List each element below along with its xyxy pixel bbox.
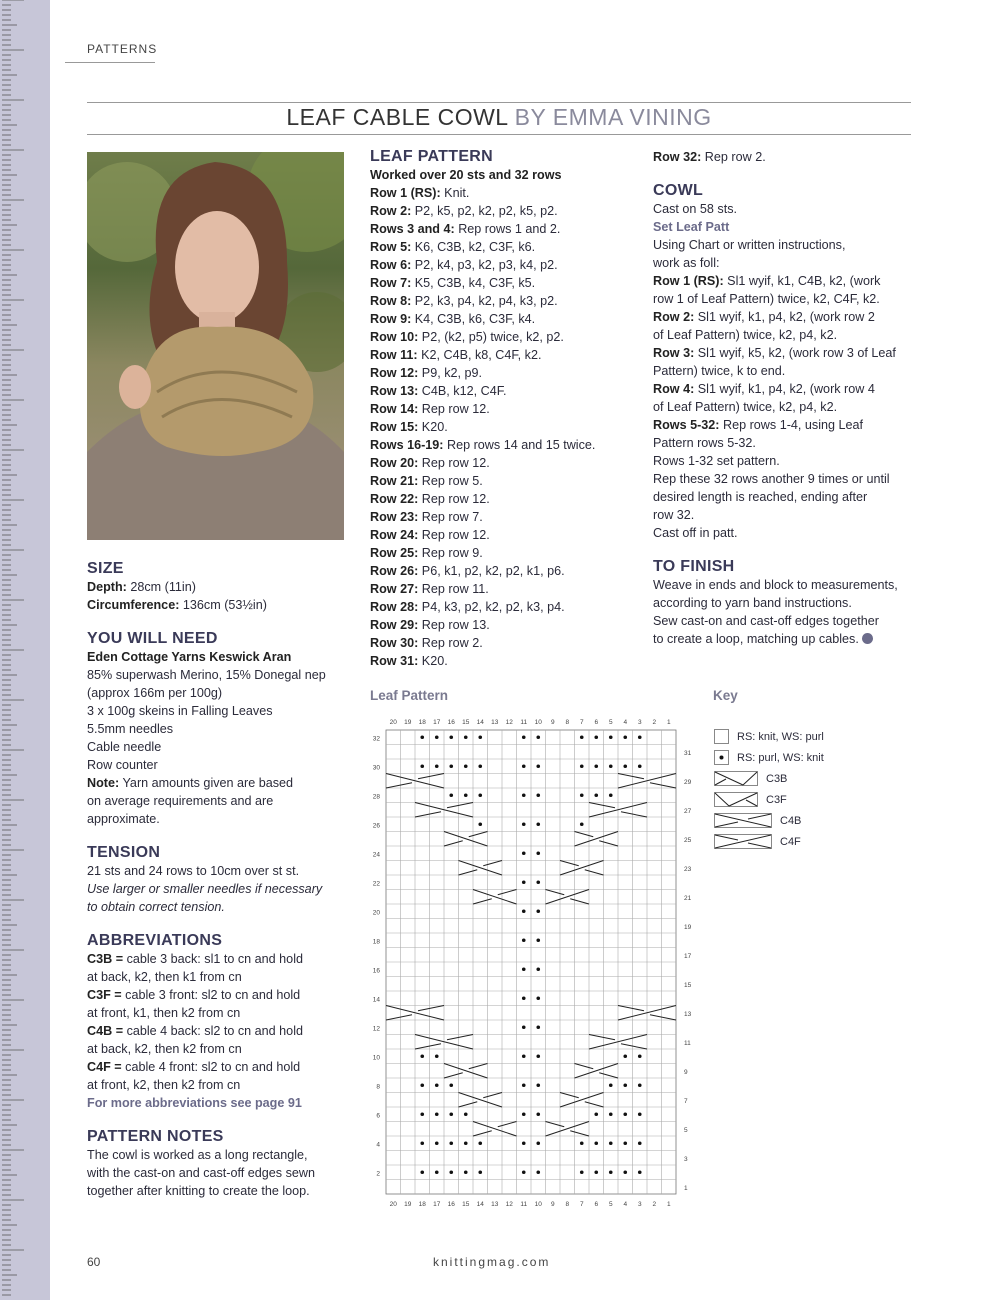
pattern-row: Row 10: P2, (k2, p5) twice, k2, p2. (370, 330, 564, 344)
row-label-right: 25 (684, 836, 692, 844)
purl-dot (638, 1170, 642, 1174)
pattern-row: Row 5: K6, C3B, k2, C3F, k6. (370, 240, 536, 254)
pattern-row: Row 8: P2, k3, p4, k2, p4, k3, p2. (370, 294, 558, 308)
row-label-left: 10 (372, 1054, 380, 1062)
need-line: Cable needle (87, 740, 162, 754)
row-label-right: 31 (684, 749, 692, 757)
purl-dot (522, 996, 526, 1000)
pattern-row: Row 20: Rep row 12. (370, 456, 490, 470)
col-label-top: 6 (594, 719, 599, 726)
abbr-line: at front, k1, then k2 from cn (87, 1006, 241, 1020)
purl-dot (420, 1170, 424, 1174)
col-label-bottom: 14 (476, 1201, 484, 1208)
purl-dot (580, 1141, 584, 1145)
pattern-row: Row 15: K20. (370, 420, 448, 434)
title-rule-bottom (87, 134, 911, 135)
purl-dot (623, 1112, 627, 1116)
row-label-right: 1 (684, 1184, 688, 1192)
purl-dot (522, 735, 526, 739)
col-label-top: 7 (579, 719, 584, 726)
key-c3b: C3B (714, 768, 824, 789)
pattern-row: Row 28: P4, k3, p2, k2, p2, k3, p4. (370, 600, 565, 614)
pattern-row: Row 6: P2, k4, p3, k2, p3, k4, p2. (370, 258, 558, 272)
pattern-row: Row 9: K4, C3B, k6, C3F, k4. (370, 312, 536, 326)
row-label-left: 22 (372, 880, 380, 888)
purl-dot (449, 764, 453, 768)
abbr-line: at back, k2, then k2 from cn (87, 1042, 242, 1056)
cowl-row: Row 1 (RS): Sl1 wyif, k1, C4B, k2, (work (653, 274, 881, 288)
purl-dot (478, 822, 482, 826)
col-label-bottom: 20 (389, 1201, 397, 1208)
pattern-row: Row 27: Rep row 11. (370, 582, 489, 596)
purl-dot (420, 1083, 424, 1087)
col-label-top: 5 (608, 719, 613, 726)
pattern-row: Row 13: C4B, k12, C4F. (370, 384, 507, 398)
purl-dot (435, 1112, 439, 1116)
yarn-note: Note: Yarn amounts given are based (87, 776, 294, 790)
pattern-row: Row 30: Rep row 2. (370, 636, 483, 650)
pattern-row: Row 29: Rep row 13. (370, 618, 490, 632)
notes-line: with the cast-on and cast-off edges sewn (87, 1166, 315, 1180)
purl-dot (435, 1170, 439, 1174)
purl-dot (522, 1112, 526, 1116)
pattern-row: Row 25: Rep row 9. (370, 546, 483, 560)
key-purl: RS: purl, WS: knit (714, 747, 824, 768)
col-label-top: 8 (565, 719, 570, 726)
col-label-top: 16 (447, 719, 455, 726)
row-label-right: 23 (684, 865, 692, 873)
purl-dot (623, 1141, 627, 1145)
col-label-bottom: 8 (565, 1201, 570, 1208)
pattern-row: Row 14: Rep row 12. (370, 402, 490, 416)
section-rule (65, 62, 155, 63)
cowl-row: Row 2: Sl1 wyif, k1, p4, k2, (work row 2 (653, 310, 875, 324)
cowl-line: Cast off in patt. (653, 526, 738, 540)
purl-dot (522, 967, 526, 971)
cowl-line: work as foll: (653, 256, 720, 270)
row-label-right: 15 (684, 981, 692, 989)
col-label-bottom: 12 (505, 1201, 513, 1208)
purl-dot (435, 1054, 439, 1058)
purl-dot (536, 851, 540, 855)
cowl-line: Pattern) twice, k to end. (653, 364, 786, 378)
pattern-row: Row 21: Rep row 5. (370, 474, 483, 488)
row-label-left: 26 (372, 822, 380, 830)
tension-note: to obtain correct tension. (87, 900, 225, 914)
col-label-top: 18 (418, 719, 426, 726)
col-label-bottom: 11 (520, 1201, 528, 1208)
need-line: 3 x 100g skeins in Falling Leaves (87, 704, 273, 718)
size-circumference: Circumference: 136cm (53½in) (87, 598, 267, 612)
purl-dot (478, 735, 482, 739)
leaf-pattern-chart (362, 712, 697, 1212)
cowl-line: desired length is reached, ending after (653, 490, 868, 504)
purl-dot (594, 1112, 598, 1116)
purl-dot (536, 967, 540, 971)
abbr-item: C4B = cable 4 back: sl2 to cn and hold (87, 1024, 303, 1038)
col-label-bottom: 9 (550, 1201, 555, 1208)
row-label-right: 27 (684, 807, 692, 815)
website: knittingmag.com (433, 1255, 551, 1269)
purl-dot (623, 735, 627, 739)
col-label-bottom: 5 (608, 1201, 613, 1208)
pattern-row: Rows 16-19: Rep rows 14 and 15 twice. (370, 438, 596, 452)
purl-dot (478, 1170, 482, 1174)
pattern-row: Row 7: K5, C3B, k4, C3F, k5. (370, 276, 536, 290)
col-label-bottom: 1 (666, 1201, 671, 1208)
purl-dot (435, 1083, 439, 1087)
need-line: 5.5mm needles (87, 722, 174, 736)
col-label-top: 13 (491, 719, 499, 726)
purl-dot (580, 735, 584, 739)
finish-line: Weave in ends and block to measurements, (653, 578, 898, 592)
cowl-line: Rows 1-32 set pattern. (653, 454, 780, 468)
pattern-row: Row 23: Rep row 7. (370, 510, 483, 524)
page-number: 60 (87, 1255, 101, 1269)
need-heading: YOU WILL NEED (87, 630, 218, 647)
finish-heading: TO FINISH (653, 558, 735, 575)
row-label-left: 4 (376, 1141, 380, 1149)
col-label-bottom: 15 (462, 1201, 470, 1208)
purl-dot (609, 1112, 613, 1116)
purl-dot (536, 1083, 540, 1087)
abbr-line: at front, k2, then k2 from cn (87, 1078, 241, 1092)
notes-line: The cowl is worked as a long rectangle, (87, 1148, 308, 1162)
model-photo (87, 152, 344, 540)
purl-dot (522, 909, 526, 913)
abbr-line: at back, k2, then k1 from cn (87, 970, 242, 984)
size-depth: Depth: 28cm (11in) (87, 580, 196, 594)
purl-dot (478, 1141, 482, 1145)
purl-dot (536, 996, 540, 1000)
purl-dot (609, 735, 613, 739)
col-label-top: 2 (652, 719, 657, 726)
row-label-right: 17 (684, 952, 692, 960)
purl-dot (594, 1141, 598, 1145)
cowl-row: Rows 5-32: Rep rows 1-4, using Leaf (653, 418, 864, 432)
purl-dot (522, 938, 526, 942)
row-32: Row 32: Rep row 2. (653, 150, 766, 164)
purl-dot (478, 793, 482, 797)
leaf-pattern-sub: Worked over 20 sts and 32 rows (370, 168, 562, 182)
col-label-top: 19 (404, 719, 412, 726)
purl-dot (536, 1025, 540, 1029)
left-column (87, 560, 347, 1200)
section-label: PATTERNS (87, 42, 158, 56)
col-label-top: 17 (433, 719, 441, 726)
row-label-right: 5 (684, 1126, 688, 1134)
purl-dot (594, 793, 598, 797)
tension-line: 21 sts and 24 rows to 10cm over st st. (87, 864, 300, 878)
purl-dot (420, 735, 424, 739)
cowl-line: of Leaf Pattern) twice, k2, p4, k2. (653, 328, 838, 342)
purl-dot (536, 822, 540, 826)
purl-dot (536, 1112, 540, 1116)
leaf-pattern-rows (370, 184, 640, 670)
pattern-row: Row 11: K2, C4B, k8, C4F, k2. (370, 348, 542, 362)
row-label-left: 8 (376, 1083, 380, 1091)
key-title: Key (713, 688, 738, 703)
purl-dot (623, 1054, 627, 1058)
purl-dot (478, 764, 482, 768)
cowl-subheading: Set Leaf Patt (653, 220, 730, 234)
purl-dot (623, 1083, 627, 1087)
purl-dot (464, 764, 468, 768)
pattern-row: Row 22: Rep row 12. (370, 492, 490, 506)
col-label-top: 4 (623, 719, 628, 726)
page-title: LEAF CABLE COWL BY EMMA VINING (286, 104, 712, 130)
title-rule-top (87, 102, 911, 103)
purl-dot (536, 735, 540, 739)
purl-dot (536, 1054, 540, 1058)
row-label-left: 14 (372, 996, 380, 1004)
purl-dot (522, 764, 526, 768)
pattern-notes-heading: PATTERN NOTES (87, 1128, 224, 1145)
purl-dot (536, 1141, 540, 1145)
row-label-right: 19 (684, 923, 692, 931)
purl-dot (449, 1083, 453, 1087)
purl-dot (464, 1141, 468, 1145)
col-label-top: 3 (637, 719, 642, 726)
col-label-bottom: 16 (447, 1201, 455, 1208)
purl-dot (580, 1170, 584, 1174)
need-line: 85% superwash Merino, 15% Donegal nep (87, 668, 326, 682)
size-heading: SIZE (87, 560, 124, 577)
purl-dot (638, 1112, 642, 1116)
col-label-bottom: 17 (433, 1201, 441, 1208)
purl-dot (638, 1083, 642, 1087)
middle-column (370, 148, 640, 670)
purl-dot (609, 793, 613, 797)
purl-dot (638, 764, 642, 768)
col-label-bottom: 10 (534, 1201, 542, 1208)
col-label-bottom: 3 (637, 1201, 642, 1208)
row-label-left: 20 (372, 909, 380, 917)
col-label-bottom: 18 (418, 1201, 426, 1208)
pattern-row: Rows 3 and 4: Rep rows 1 and 2. (370, 222, 561, 236)
cowl-row: Row 3: Sl1 wyif, k5, k2, (work row 3 of Leaf (653, 346, 896, 360)
notes-line: together after knitting to create the loop. (87, 1184, 310, 1198)
pattern-row: Row 2: P2, k5, p2, k2, p2, k5, p2. (370, 204, 558, 218)
purl-dot (522, 1025, 526, 1029)
pattern-row: Row 1 (RS): Knit. (370, 186, 470, 200)
purl-dot (536, 938, 540, 942)
abbreviations-heading: ABBREVIATIONS (87, 932, 223, 949)
abbr-item: C3F = cable 3 front: sl2 to cn and hold (87, 988, 301, 1002)
purl-dot (522, 1054, 526, 1058)
purl-dot (522, 793, 526, 797)
purl-dot (522, 1141, 526, 1145)
purl-dot (536, 909, 540, 913)
key-c3f: C3F (714, 789, 824, 810)
col-label-top: 20 (389, 719, 397, 726)
cowl-heading: COWL (653, 182, 704, 199)
finish-line: to create a loop, matching up cables. (653, 630, 923, 648)
col-label-bottom: 7 (579, 1201, 584, 1208)
more-abbreviations-link[interactable]: For more abbreviations see page 91 (87, 1096, 302, 1110)
row-label-right: 29 (684, 778, 692, 786)
purl-dot (420, 1141, 424, 1145)
purl-dot (449, 735, 453, 739)
cowl-line: row 1 of Leaf Pattern) twice, k2, C4F, k2. (653, 292, 880, 306)
purl-dot (522, 1083, 526, 1087)
purl-dot (594, 735, 598, 739)
abbr-item: C3B = cable 3 back: sl1 to cn and hold (87, 952, 303, 966)
key-c4b: C4B (714, 810, 824, 831)
pattern-row: Row 26: P6, k1, p2, k2, p2, k1, p6. (370, 564, 565, 578)
col-label-top: 1 (666, 719, 671, 726)
purl-dot (638, 735, 642, 739)
purl-dot (623, 1170, 627, 1174)
purl-dot (435, 764, 439, 768)
chart-title: Leaf Pattern (370, 688, 449, 703)
purl-dot (638, 1141, 642, 1145)
purl-dot (522, 1170, 526, 1174)
purl-dot (609, 1170, 613, 1174)
purl-dot (522, 851, 526, 855)
row-label-right: 7 (684, 1097, 688, 1105)
purl-dot (464, 1112, 468, 1116)
purl-dot (522, 880, 526, 884)
cowl-line: Rep these 32 rows another 9 times or until (653, 472, 890, 486)
purl-dot (536, 793, 540, 797)
purl-dot (580, 822, 584, 826)
cowl-line: row 32. (653, 508, 695, 522)
purl-dot (449, 1170, 453, 1174)
col-label-bottom: 6 (594, 1201, 599, 1208)
purl-dot (594, 1170, 598, 1174)
finish-line: according to yarn band instructions. (653, 596, 852, 610)
leaf-pattern-heading: LEAF PATTERN (370, 148, 493, 165)
cowl-line: Pattern rows 5-32. (653, 436, 756, 450)
row-label-left: 2 (376, 1170, 380, 1178)
col-label-top: 11 (520, 719, 528, 726)
cowl-line: Using Chart or written instructions, (653, 238, 846, 252)
row-label-right: 11 (684, 1039, 691, 1047)
purl-dot (638, 1054, 642, 1058)
purl-dot (420, 764, 424, 768)
right-column (653, 148, 923, 648)
measuring-ruler (0, 0, 50, 1300)
row-label-right: 21 (684, 894, 692, 902)
col-label-bottom: 19 (404, 1201, 412, 1208)
row-label-left: 30 (372, 764, 380, 772)
purl-dot (464, 1170, 468, 1174)
col-label-top: 14 (476, 719, 484, 726)
row-label-right: 9 (684, 1068, 688, 1076)
row-label-left: 32 (372, 735, 380, 743)
cowl-row: Row 4: Sl1 wyif, k1, p4, k2, (work row 4 (653, 382, 875, 396)
note-line: approximate. (87, 812, 160, 826)
row-label-left: 6 (376, 1112, 380, 1120)
purl-dot (435, 735, 439, 739)
pattern-row: Row 24: Rep row 12. (370, 528, 490, 542)
tension-note: Use larger or smaller needles if necessary (87, 882, 323, 896)
row-label-left: 28 (372, 793, 380, 801)
col-label-top: 10 (534, 719, 542, 726)
purl-dot (435, 1141, 439, 1145)
pattern-row: Row 12: P9, k2, p9. (370, 366, 483, 380)
col-label-bottom: 13 (491, 1201, 499, 1208)
row-label-left: 12 (372, 1025, 380, 1033)
purl-dot (464, 793, 468, 797)
end-mark-icon (862, 633, 873, 644)
yarn-name: Eden Cottage Yarns Keswick Aran (87, 650, 292, 664)
purl-dot (536, 880, 540, 884)
pattern-row: Row 31: K20. (370, 654, 448, 668)
col-label-bottom: 2 (652, 1201, 657, 1208)
purl-dot (464, 735, 468, 739)
purl-dot (449, 1141, 453, 1145)
purl-dot (536, 764, 540, 768)
purl-dot (609, 1083, 613, 1087)
purl-dot (623, 764, 627, 768)
chart-key (714, 726, 824, 852)
purl-dot (609, 764, 613, 768)
purl-dot (522, 822, 526, 826)
col-label-top: 9 (550, 719, 555, 726)
row-label-left: 16 (372, 967, 380, 975)
need-line: Row counter (87, 758, 158, 772)
purl-dot (594, 764, 598, 768)
note-line: on average requirements and are (87, 794, 274, 808)
purl-dot (449, 1112, 453, 1116)
purl-dot (609, 1141, 613, 1145)
cowl-line: Cast on 58 sts. (653, 202, 737, 216)
row-label-left: 18 (372, 938, 380, 946)
purl-dot (536, 1170, 540, 1174)
row-label-right: 13 (684, 1010, 692, 1018)
need-line: (approx 166m per 100g) (87, 686, 223, 700)
row-label-left: 24 (372, 851, 380, 859)
col-label-top: 15 (462, 719, 470, 726)
purl-dot (580, 764, 584, 768)
row-label-right: 3 (684, 1155, 688, 1163)
purl-dot (449, 793, 453, 797)
purl-dot (420, 1054, 424, 1058)
key-c4f: C4F (714, 831, 824, 852)
finish-line: Sew cast-on and cast-off edges together (653, 614, 879, 628)
key-knit: RS: knit, WS: purl (714, 726, 824, 747)
cowl-line: of Leaf Pattern) twice, k2, p4, k2. (653, 400, 838, 414)
purl-dot (420, 1112, 424, 1116)
tension-heading: TENSION (87, 844, 161, 861)
col-label-top: 12 (505, 719, 513, 726)
abbr-item: C4F = cable 4 front: sl2 to cn and hold (87, 1060, 301, 1074)
purl-dot (580, 793, 584, 797)
col-label-bottom: 4 (623, 1201, 628, 1208)
